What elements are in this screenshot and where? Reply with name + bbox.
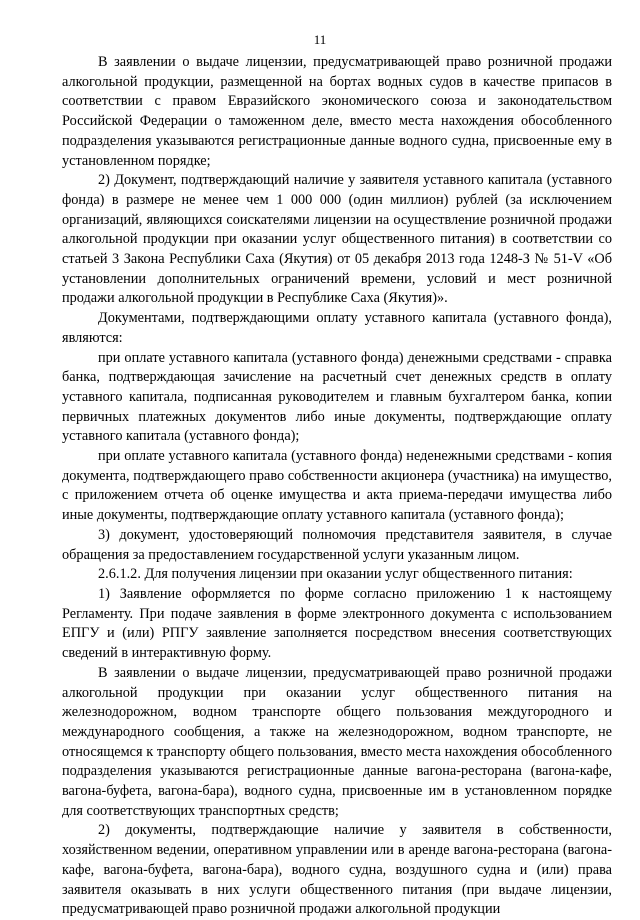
paragraph-capital-payment-documents-intro: Документами, подтверждающими оплату уставного капитала (уставного фонда), являются:	[62, 310, 612, 346]
paragraph-charter-capital-document: 2) Документ, подтверждающий наличие у заявителя уставного капитала (уставного фонда) в размере не менее чем 1 000 000 (один миллион) рублей (за исключением организаций, являющихся соискателями лицензии на осуществление розничной продажи алкогольной продукции при оказании услуг общественного питания) в соответствии со статьей 3 Закона Республики Саха (Якутия) от 05 декабря 2013 года 1248-З № 51-V «Об установлении дополнительных ограничений времени, условий и мест розничной продажи алкогольной продукции в Республике Саха (Якутия)».	[62, 172, 612, 307]
paragraph-non-cash-payment: при оплате уставного капитала (уставного фонда) неденежными средствами - копия документа, подтверждающего право собственности акционера (участника) на имущество, с приложением отчета об оценке имущества и акта приема-передачи имущества либо иные документы, подтверждающие оплату уставного капитала (уставного фонда);	[62, 448, 612, 524]
paragraph-section-2-6-1-2: 2.6.1.2. Для получения лицензии при оказании услуг общественного питания:	[98, 566, 573, 583]
paragraph-liquor-license-ship-stores: В заявлении о выдаче лицензии, предусматривающей право розничной продажи алкогольной продукции, размещенной на бортах водных судов в качестве припасов в соответствии с правом Евразийского экономического союза и законодательством Российской Федерации о таможенном деле, вместо места нахождения обособленного подразделения указываются регистрационные данные водного судна, присвоенные ему в установленном порядке;	[62, 54, 612, 169]
paragraph-cash-payment: при оплате уставного капитала (уставного фонда) денежными средствами - справка банка, подтверждающая зачисление на расчетный счет денежных средств в оплату уставного капитала, подписанная руководителем и главным бухгалтером банка, копии первичных платежных документов либо иные документы, подтверждающие оплату уставного капитала (уставного фонда);	[62, 349, 612, 445]
paragraph-representative-authority: 3) документ, удостоверяющий полномочия представителя заявителя, в случае обращения за предоставлением государственной услуги указанным лицом.	[62, 526, 612, 563]
paragraph-application-form: 1) Заявление оформляется по форме согласно приложению 1 к настоящему Регламенту. При подаче заявления в форме электронного документа с использованием ЕПГУ и (или) РПГУ заявление заполняется посредством внесения соответствующих сведений в интерактивную форму.	[62, 585, 612, 662]
paragraph-ownership-documents: 2) документы, подтверждающие наличие у заявителя в собственности, хозяйственном ведении, оперативном управлении или в аренде вагона-ресторана (вагона-кафе, вагона-буфета, вагона-бара), водного судна, воздушного судна и (или) права заявителя оказывать в них услуги общественного питания (при выдаче лицензии, предусматривающей право розничной продажи алкогольной продукции	[62, 822, 612, 918]
page-number: 11	[313, 32, 327, 47]
paragraph-transport-catering: В заявлении о выдаче лицензии, предусматривающей право розничной продажи алкогольной продукции при оказании услуг общественного питания на железнодорожном, водном транспорте общего пользования междугородного и международного сообщения, а также на железнодорожном, водном транспорте, не относящемся к транспорту общего пользования, вместо места нахождения обособленного подразделения указываются регистрационные данные вагона-ресторана (вагона-кафе, вагона-буфета, вагона-бара), водного судна, присвоенные им в установленном порядке для соответствующих транспортных средств;	[62, 664, 612, 819]
document-body	[62, 53, 612, 920]
